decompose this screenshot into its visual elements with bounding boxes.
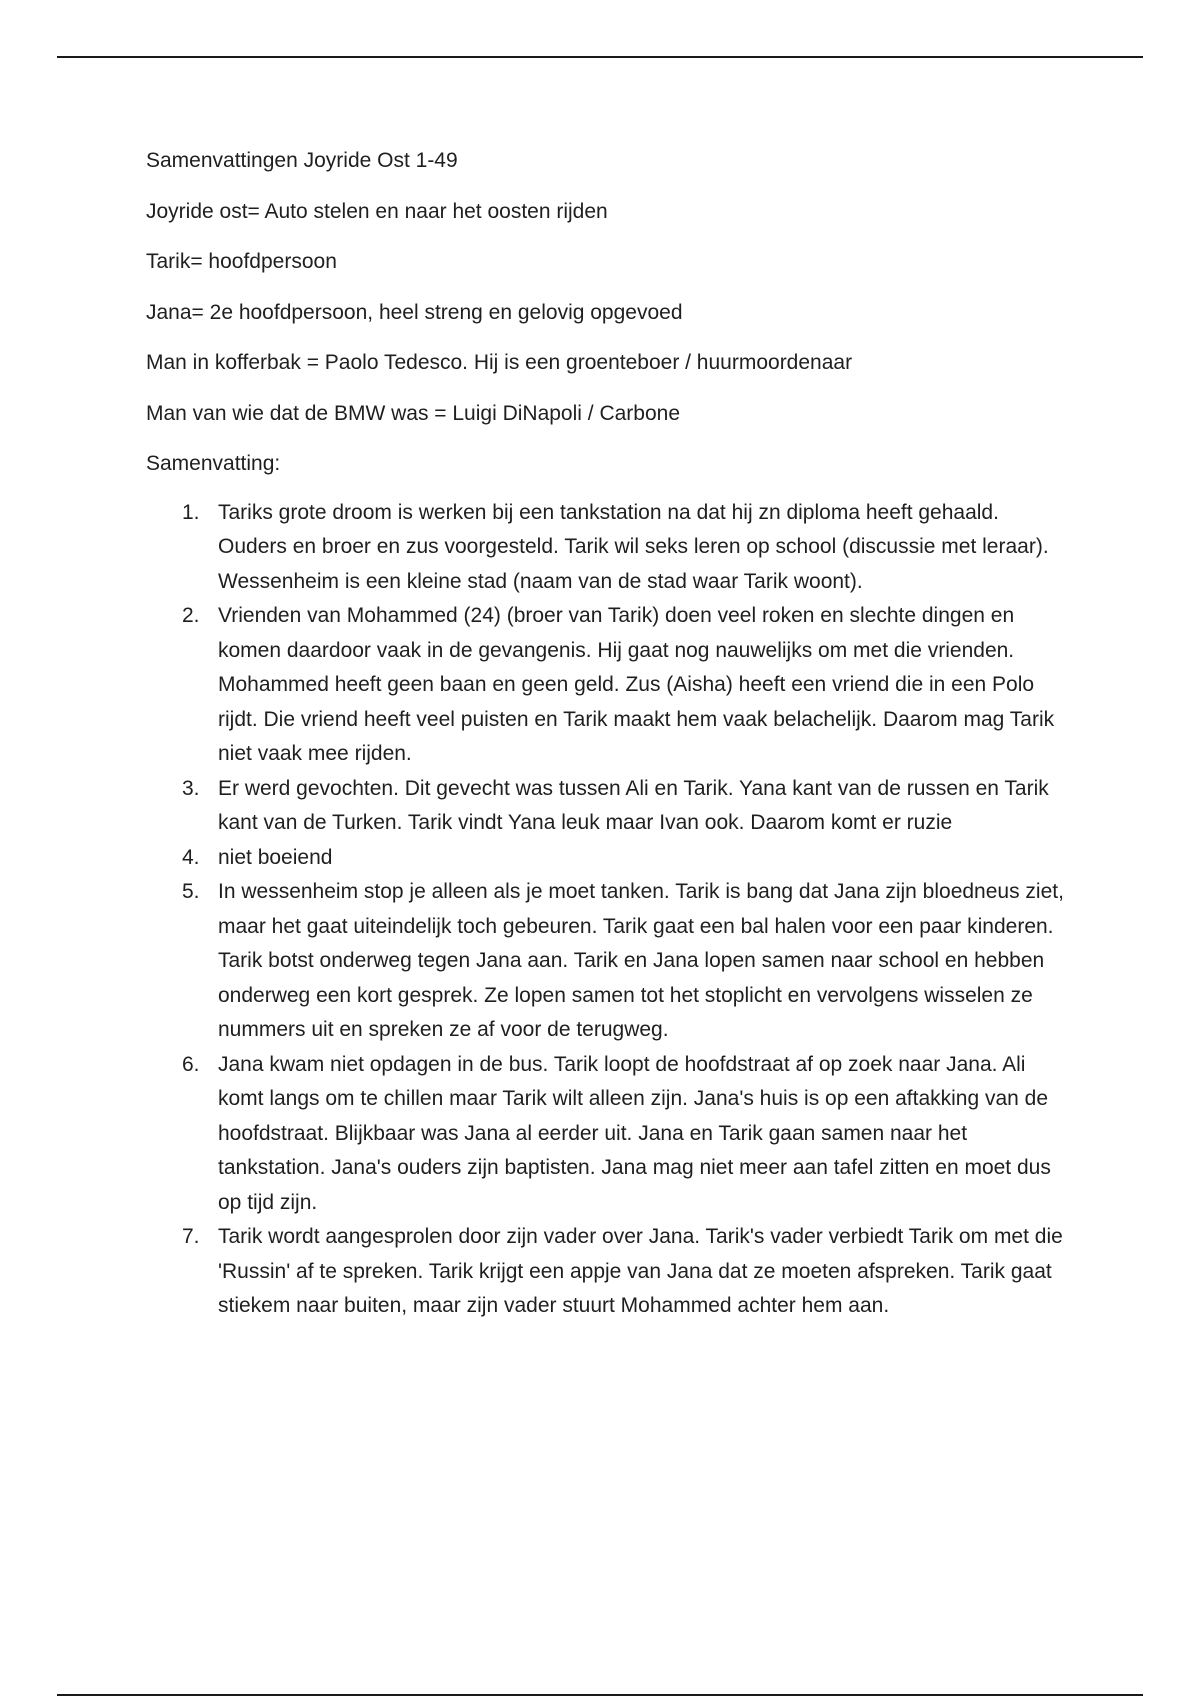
document-body (146, 144, 1066, 1324)
list-item-text: Er werd gevochten. Dit gevecht was tussen Ali en Tarik. Yana kant van de russen en Tarik kant van de Turken. Tarik vindt Yana leuk maar Ivan ook. Daarom komt er ruzie (218, 776, 1049, 834)
list-item-text: Tarik wordt aangesprolen door zijn vader over Jana. Tarik's vader verbiedt Tarik om met die 'Russin' af te spreken. Tarik krijgt een appje van Jana dat ze moeten afspreken. Tarik gaat stiekem naar buiten, maar zijn vader stuurt Mohammed achter hem aan. (218, 1225, 1063, 1317)
list-item-number: 7. (182, 1225, 200, 1248)
list-item (146, 1048, 1066, 1221)
list-item-text: In wessenheim stop je alleen als je moet tanken. Tarik is bang dat Jana zijn bloedneus ziet, maar het gaat uiteindelijk toch gebeuren. Tarik gaat een bal halen voor een paar kinderen. Tarik botst onderweg tegen Jana aan. Tarik en Jana lopen samen naar school en hebben onderweg een kort gesprek. Ze lopen samen tot het stoplicht en vervolgens wisselen ze nummers uit en spreken ze af voor de terugweg. (218, 880, 1064, 1041)
list-item-number: 3. (182, 776, 200, 800)
definition-jana: Jana= 2e hoofdpersoon, heel streng en gelovig opgevoed (146, 300, 683, 324)
list-item-text: Vrienden van Mohammed (24) (broer van Tarik) doen veel roken en slechte dingen en komen daardoor vaak in de gevangenis. Hij gaat nog nauwelijks om met die vrienden. Mohammed heeft geen baan en geen geld. Zus (Aisha) heeft een vriend die in een Polo rijdt. Die vriend heeft veel puisten en Tarik maakt hem vaak belachelijk. Daarom mag Tarik niet vaak mee rijden. (218, 604, 1055, 765)
list-item-text: Jana kwam niet opdagen in de bus. Tarik loopt de hoofdstraat af op zoek naar Jana. Ali komt langs om te chillen maar Tarik wilt alleen zijn. Jana's huis is op een aftakking van de hoofdstraat. Blijkbaar was Jana al eerder uit. Jana en Tarik gaan samen naar het tankstation. Jana's ouders zijn baptisten. Jana mag niet meer aan tafel zitten en moet dus op tijd zijn. (218, 1052, 1051, 1214)
summary-list (146, 496, 1066, 1324)
list-item-text: Tariks grote droom is werken bij een tankstation na dat hij zn diploma heeft gehaald. Ouders en broer en zus voorgesteld. Tarik wil seks leren op school (discussie met leraar). Wessenheim is een kleine stad (naam van de stad waar Tarik woont). (218, 500, 1049, 593)
header-rule (57, 56, 1143, 58)
list-item (146, 841, 1066, 876)
definition-joyride: Joyride ost= Auto stelen en naar het oosten rijden (146, 199, 608, 223)
definition-man-in-kofferbak: Man in kofferbak = Paolo Tedesco. Hij is een groenteboer / huurmoordenaar (146, 351, 853, 374)
list-item (146, 599, 1066, 772)
list-item (146, 875, 1066, 1048)
footer-rule (57, 1694, 1143, 1696)
summary-heading: Samenvatting: (146, 452, 281, 475)
list-item (146, 1220, 1066, 1324)
definition-bmw-owner: Man van wie dat de BMW was = Luigi DiNapoli / Carbone (146, 401, 681, 425)
list-item-text: niet boeiend (218, 845, 333, 869)
list-item (146, 772, 1066, 841)
list-item-number: 1. (182, 500, 200, 524)
list-item-number: 6. (182, 1052, 200, 1076)
document-title: Samenvattingen Joyride Ost 1-49 (146, 149, 458, 172)
list-item-number: 2. (182, 604, 200, 627)
definition-tarik: Tarik= hoofdpersoon (146, 250, 337, 273)
list-item (146, 496, 1066, 600)
list-item-number: 5. (182, 880, 200, 903)
list-item-number: 4. (182, 845, 200, 869)
